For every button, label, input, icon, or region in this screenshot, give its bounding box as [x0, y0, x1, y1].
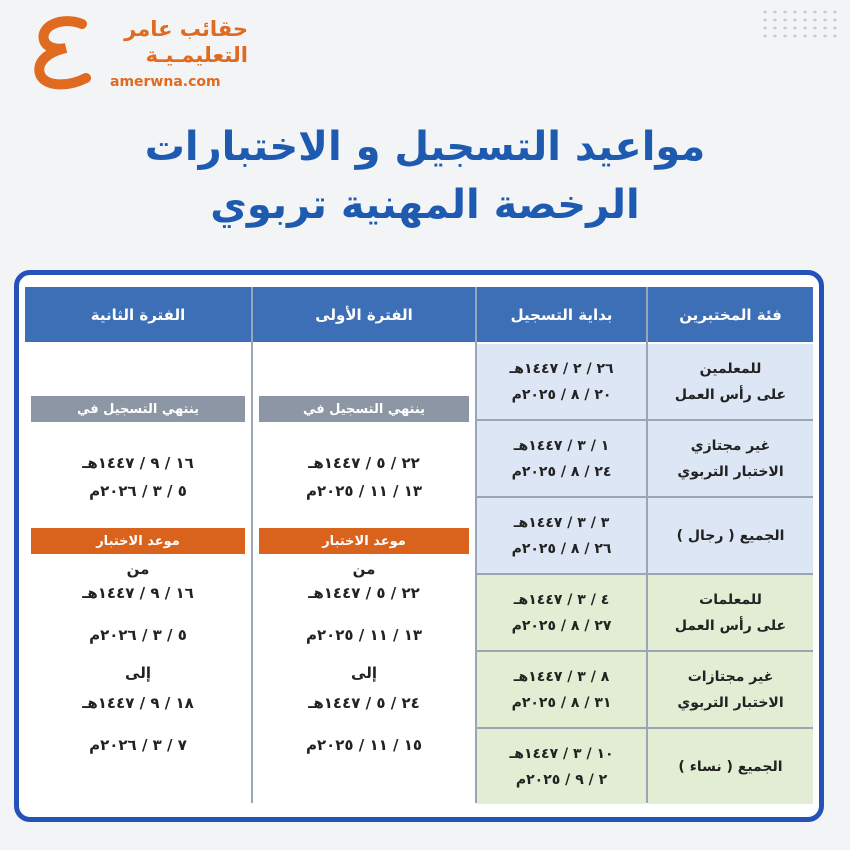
category-line: الاختبار التربوي: [677, 463, 784, 480]
from-hijri: ١٦ / ٩ / ١٤٤٧هـ: [82, 584, 194, 602]
from-label: من: [352, 560, 376, 578]
reg-end-hijri: ١٦ / ٩ / ١٤٤٧هـ: [82, 454, 194, 472]
reg-start-cell: [477, 421, 646, 496]
category-line: للمعلمين: [699, 360, 762, 377]
reg-start-cell: [477, 498, 646, 573]
category-cell: [648, 575, 813, 650]
reg-start-cell: [477, 729, 646, 804]
reg-end-badge: ينتهي التسجيل في: [31, 396, 245, 422]
brand-name: [98, 16, 248, 68]
page-title-line2: الرخصة المهنية تربوي: [210, 182, 640, 228]
brand-url: amerwna.com: [110, 74, 221, 90]
from-gregorian: ٥ / ٣ / ٢٠٢٦م: [89, 626, 187, 644]
category-line: الجميع ( رجال ): [676, 527, 785, 544]
category-line: غير مجتازي: [690, 437, 771, 454]
period1-column: [253, 287, 475, 803]
date-gregorian: ٢ / ٩ / ٢٠٢٥م: [515, 771, 608, 788]
reg-end-badge: ينتهي التسجيل في: [259, 396, 469, 422]
category-line: الجميع ( نساء ): [678, 758, 783, 775]
decorative-dots: [760, 8, 840, 38]
reg-start-cell: [477, 652, 646, 727]
reg-start-column: [477, 287, 646, 803]
category-cell: [648, 344, 813, 419]
header-period2: الفترة الثانية: [25, 287, 251, 342]
from-hijri: ٢٢ / ٥ / ١٤٤٧هـ: [308, 584, 420, 602]
to-label: إلى: [125, 664, 151, 682]
brand-name-line1: حقائب عامر: [124, 17, 248, 41]
page-title-line1: مواعيد التسجيل و الاختبارات: [144, 124, 706, 170]
date-gregorian: ٢٧ / ٨ / ٢٠٢٥م: [511, 617, 612, 634]
category-line: على رأس العمل: [674, 617, 787, 634]
reg-end-gregorian: ٥ / ٣ / ٢٠٢٦م: [89, 482, 187, 500]
date-gregorian: ٢٦ / ٨ / ٢٠٢٥م: [511, 540, 612, 557]
category-cell: [648, 421, 813, 496]
to-gregorian: ١٥ / ١١ / ٢٠٢٥م: [305, 736, 423, 754]
header-period1: الفترة الأولى: [253, 287, 475, 342]
to-hijri: ٢٤ / ٥ / ١٤٤٧هـ: [308, 694, 420, 712]
date-gregorian: ٢٤ / ٨ / ٢٠٢٥م: [511, 463, 612, 480]
category-line: غير مجتازات: [687, 668, 774, 685]
to-label: إلى: [351, 664, 377, 682]
date-hijri: ١ / ٣ / ١٤٤٧هـ: [513, 437, 610, 454]
exam-date-badge: موعد الاختبار: [31, 528, 245, 554]
date-hijri: ٨ / ٣ / ١٤٤٧هـ: [513, 668, 610, 685]
exam-date-badge: موعد الاختبار: [259, 528, 469, 554]
category-column: [648, 287, 813, 803]
category-cell: [648, 498, 813, 573]
brand-logo: [18, 12, 248, 92]
category-line: للمعلمات: [699, 591, 762, 608]
header-category: فئة المختبرين: [648, 287, 813, 342]
reg-start-cell: [477, 575, 646, 650]
date-gregorian: ٢٠ / ٨ / ٢٠٢٥م: [511, 386, 612, 403]
date-gregorian: ٣١ / ٨ / ٢٠٢٥م: [511, 694, 612, 711]
reg-end-hijri: ٢٢ / ٥ / ١٤٤٧هـ: [308, 454, 420, 472]
date-hijri: ٢٦ / ٢ / ١٤٤٧هـ: [509, 360, 614, 377]
to-hijri: ١٨ / ٩ / ١٤٤٧هـ: [82, 694, 194, 712]
date-hijri: ٤ / ٣ / ١٤٤٧هـ: [513, 591, 610, 608]
date-hijri: ١٠ / ٣ / ١٤٤٧هـ: [509, 745, 614, 762]
date-hijri: ٣ / ٣ / ١٤٤٧هـ: [513, 514, 610, 531]
period2-column: [25, 287, 251, 803]
brand-name-line2: التعليمـيـة: [145, 43, 248, 67]
from-gregorian: ١٣ / ١١ / ٢٠٢٥م: [305, 626, 423, 644]
reg-start-cell: [477, 344, 646, 419]
header-reg-start: بداية التسجيل: [477, 287, 646, 342]
from-label: من: [126, 560, 150, 578]
category-cell: [648, 652, 813, 727]
schedule-table: [25, 287, 813, 803]
category-line: الاختبار التربوي: [677, 694, 784, 711]
category-cell: [648, 729, 813, 804]
category-line: على رأس العمل: [674, 386, 787, 403]
to-gregorian: ٧ / ٣ / ٢٠٢٦م: [89, 736, 187, 754]
brand-logo-icon: [32, 14, 92, 90]
reg-end-gregorian: ١٣ / ١١ / ٢٠٢٥م: [305, 482, 423, 500]
